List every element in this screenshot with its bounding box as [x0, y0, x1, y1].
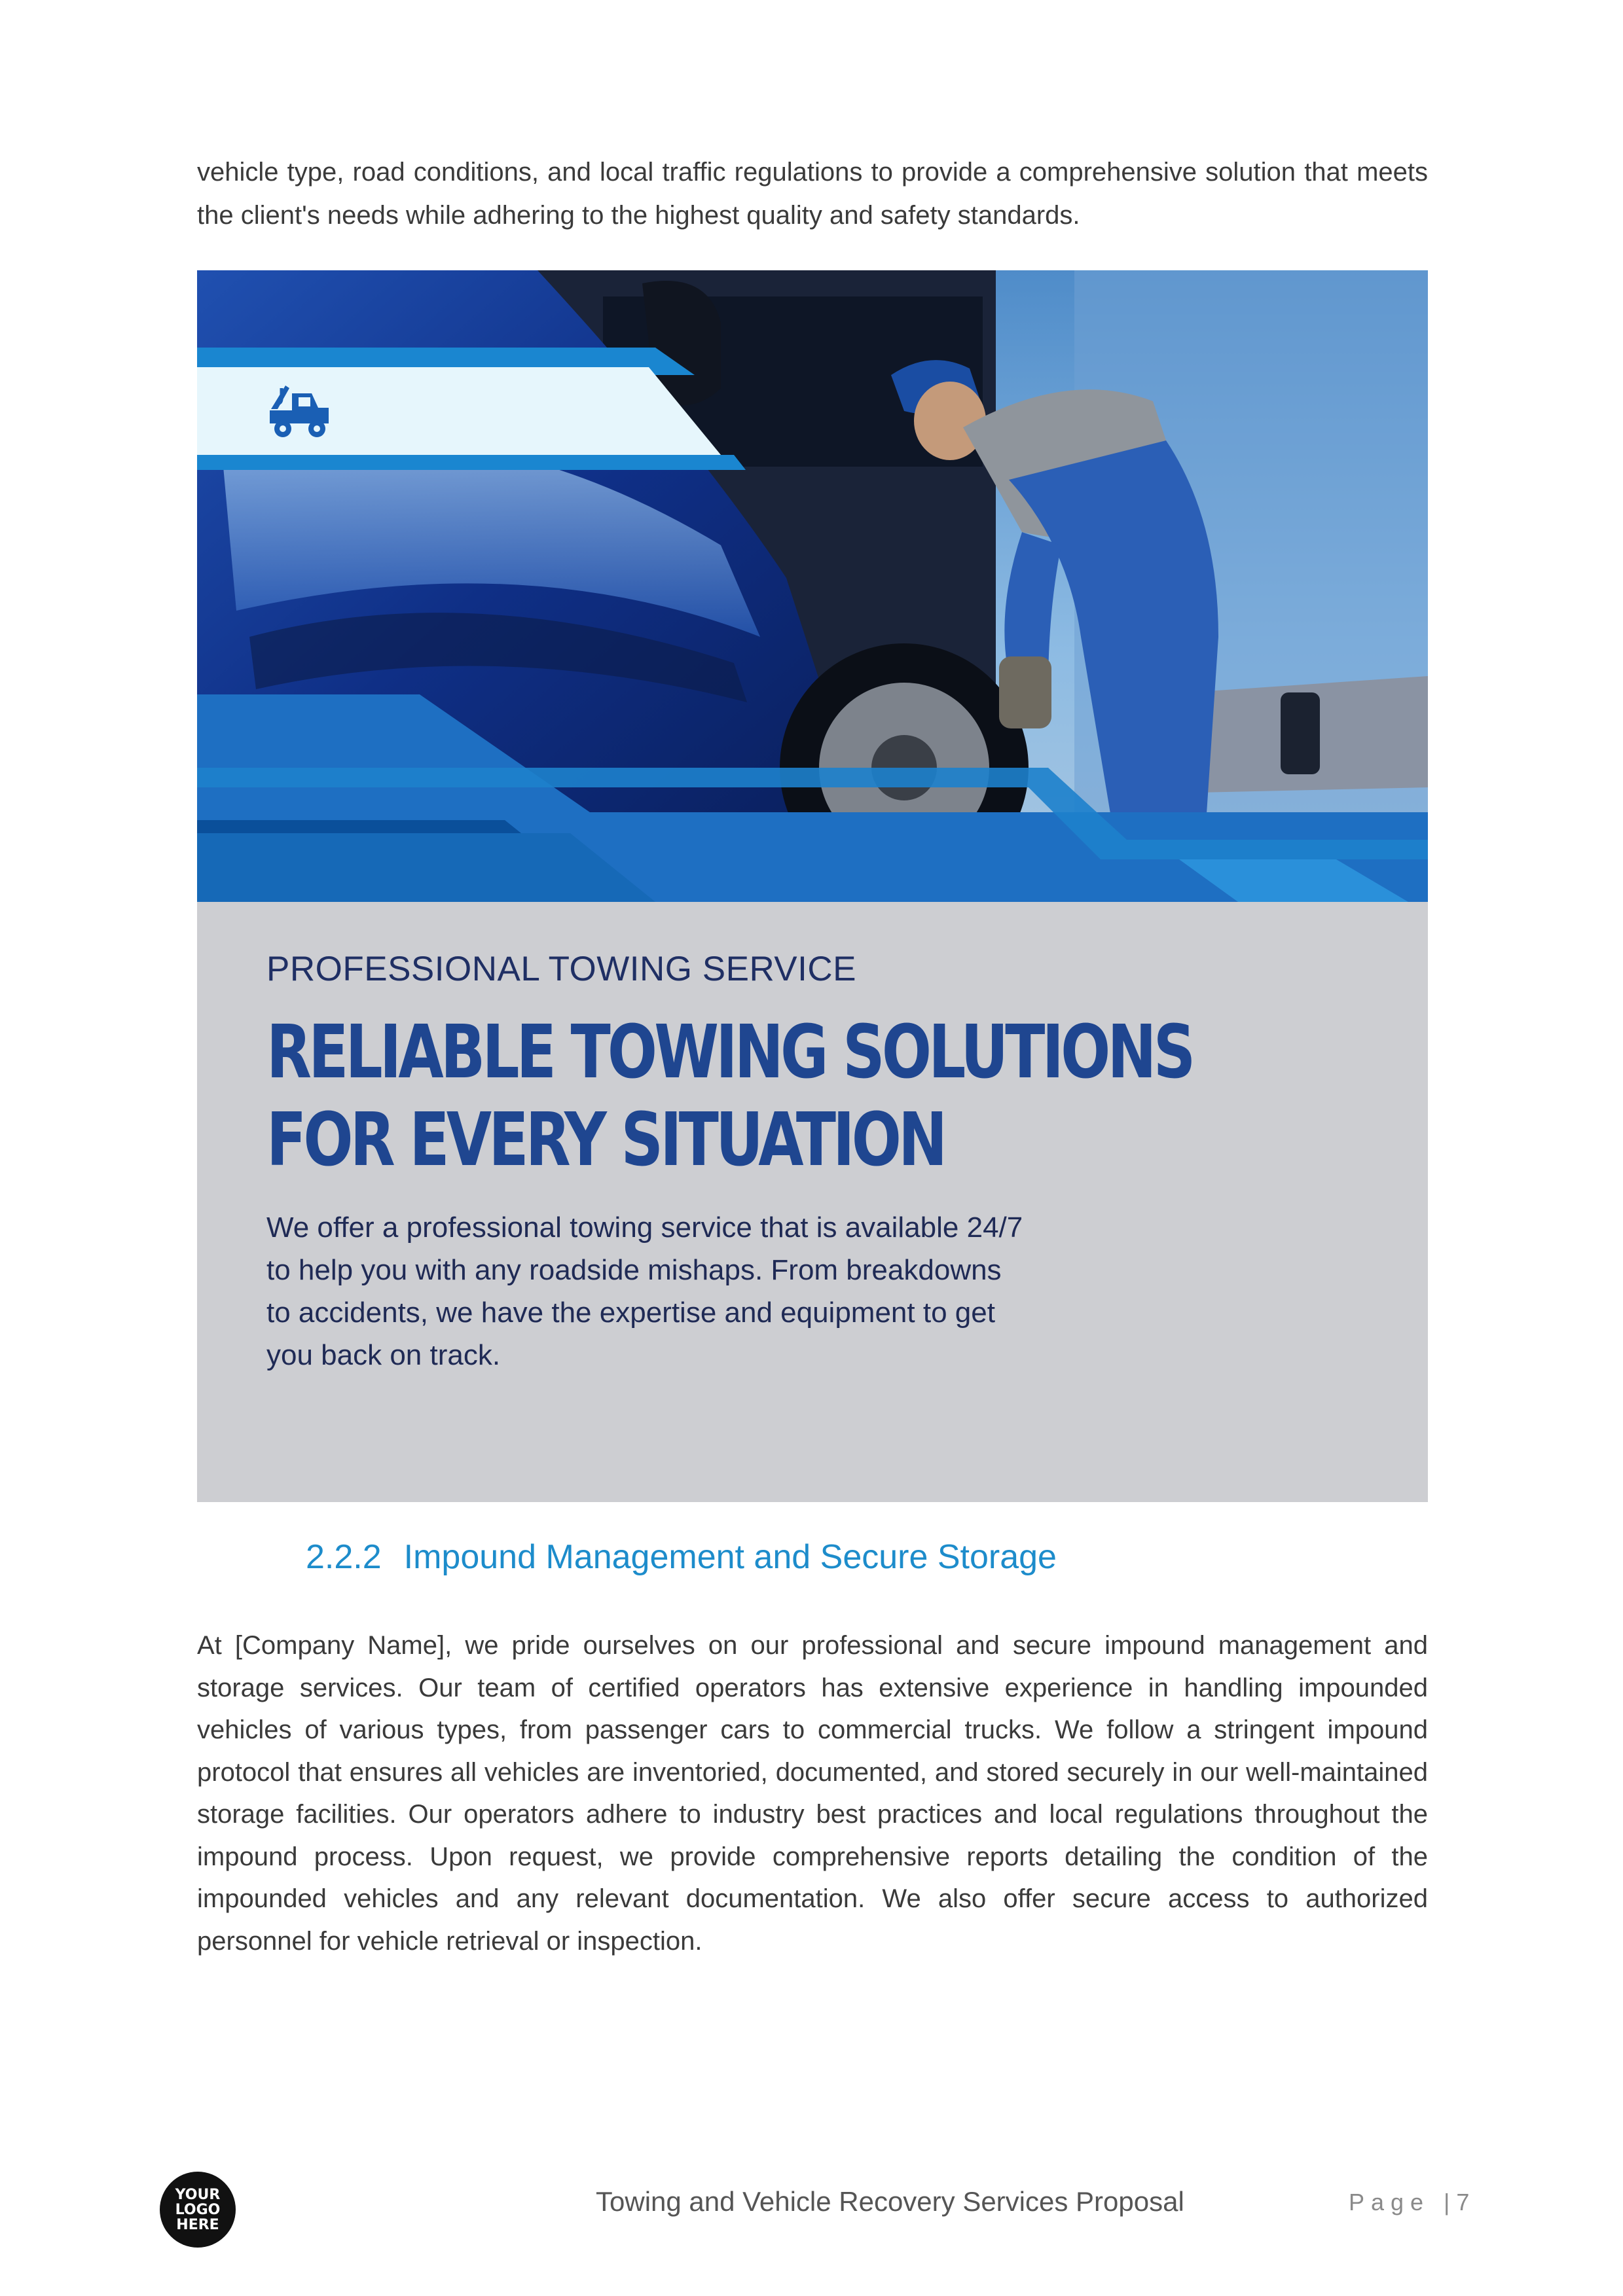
intro-paragraph: vehicle type, road conditions, and local traffic regulations to provide a comprehensive solution that meets the client's needs while adhering to the highest quality and safety standards. [197, 158, 1428, 230]
banner-headline [266, 1009, 1192, 1184]
banner-body-text: We offer a professional towing service that is available 24/7 to help you with any roadside mishaps. From breakdowns to accidents, we have the expertise and equipment to get you back on track. [266, 1211, 1023, 1371]
banner-eyebrow: PROFESSIONAL TOWING SERVICE [266, 950, 856, 988]
section-number: 2.2.2 [306, 1538, 382, 1576]
section-body-paragraph: At [Company Name], we pride ourselves on our professional and secure impound management and storage services. Our team of certified operators has extensive experience in handling impounded vehicles of various types, from passenger cars to commercial trucks. We follow a stringent impound protocol that ensures all vehicles are inventoried, documented, and stored securely in our well-maintained storage facilities. Our operators adhere to industry best practices and local regulations throughout the impound process. Upon request, we provide comprehensive reports detailing the condition of the impounded vehicles and any relevant documentation. We also offer secure access to authorized personnel for vehicle retrieval or inspection. [197, 1631, 1428, 1956]
footer-document-title: Towing and Vehicle Recovery Services Proposal [596, 2186, 1184, 2217]
logo-text: YOUR LOGO HERE [175, 2186, 221, 2233]
towing-service-banner [197, 270, 1428, 1502]
banner-headline-line2: FOR EVERY SITUATION [266, 1098, 945, 1183]
section-title: Impound Management and Secure Storage [403, 1538, 1057, 1576]
banner-headline-line1: RELIABLE TOWING SOLUTIONS [266, 1010, 1193, 1095]
company-logo-placeholder [160, 2172, 236, 2248]
footer-page-label: Page [1349, 2189, 1431, 2215]
section-heading [306, 1537, 1057, 1577]
footer-page-number: | 7 [1444, 2189, 1470, 2215]
